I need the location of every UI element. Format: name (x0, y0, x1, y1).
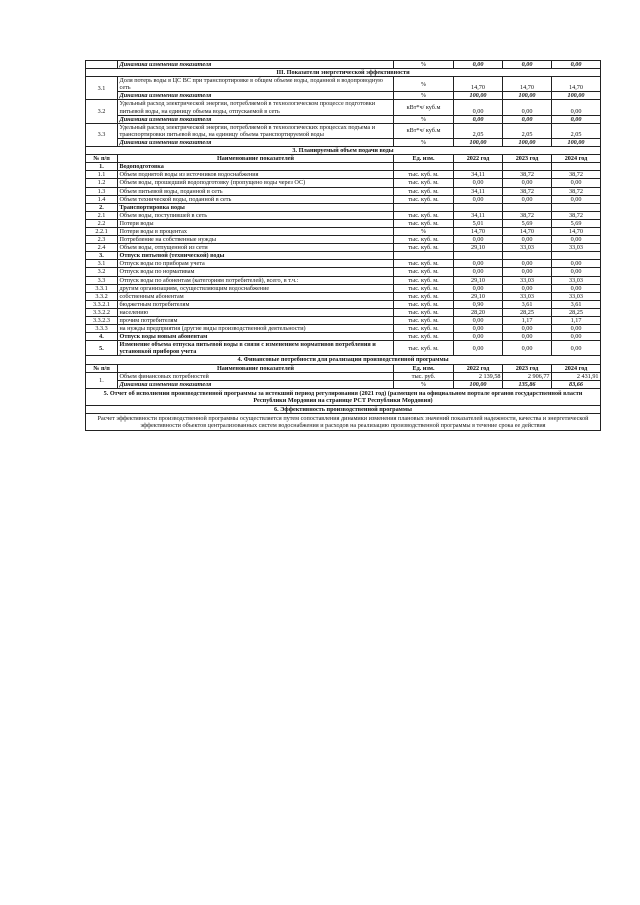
cell-v2023 (503, 203, 552, 211)
cell-v2022: 0,00 (454, 179, 503, 187)
cell-num: 3.3 (86, 276, 118, 284)
cell-label: бюджетным потребителям (118, 300, 394, 308)
cell-v2024: 33,03 (552, 276, 601, 284)
table-row (86, 341, 601, 356)
cell-v2022: 34,11 (454, 187, 503, 195)
cell-v2023: 0,00 (503, 284, 552, 292)
cell-v2024 (552, 163, 601, 171)
table-row (86, 171, 601, 179)
cell-unit: тыс. куб. м. (394, 292, 454, 300)
cell-num: 2.2 (86, 219, 118, 227)
table-row (86, 195, 601, 203)
finance-section-title: 4. Финансовые потребности для реализации производственной программы (86, 356, 601, 364)
cell-v2024: 38,72 (552, 171, 601, 179)
cell-num: 2.2.1 (86, 227, 118, 235)
cell-v2022: 0,00 (454, 333, 503, 341)
cell-num: 1.2 (86, 179, 118, 187)
report-section-title: 5. Отчет об исполнении производственной программы за истекший период регулирования (2021 год) (размещен на официальном портале органов государственной власти Республики Мордовия на странице РСТ Республики Мордовия) (86, 388, 601, 405)
cell-num: 4. (86, 333, 118, 341)
cell-v2023: 1,17 (503, 317, 552, 325)
cell-label: Объем поднятой воды из источников водоснабжения (118, 171, 394, 179)
cell-v2022: 0,00 (454, 236, 503, 244)
cell-v2022 (454, 252, 503, 260)
cell-unit: тыс. куб. м. (394, 300, 454, 308)
cell-label: Отпуск воды по нормативам (118, 268, 394, 276)
cell-label: Объем технической воды, поданной в сеть (118, 195, 394, 203)
cell-v2024: 0,00 (552, 341, 601, 356)
cell-unit: % (394, 227, 454, 235)
table-row (86, 163, 601, 171)
cell-num: 3.3.2.2 (86, 308, 118, 316)
table-row (86, 236, 601, 244)
cell-v2022 (454, 163, 503, 171)
cell-num: 1.1 (86, 171, 118, 179)
cell-v2022: 28,20 (454, 308, 503, 316)
cell-v2022: 0,00 (454, 317, 503, 325)
table-row (86, 211, 601, 219)
cell-unit: тыс. куб. м. (394, 317, 454, 325)
table-row (86, 219, 601, 227)
cell-v2023: 0,00 (503, 268, 552, 276)
efficiency-section-title-row (86, 406, 601, 414)
cell-v2023: 33,03 (503, 276, 552, 284)
cell-v2023: 0,00 (503, 236, 552, 244)
cell-unit: тыс. куб. м. (394, 276, 454, 284)
cell-v2024: 0,00 (552, 284, 601, 292)
energy-row-3-1: 3.1 Доля потерь воды в ЦС ВС при транспортировке в общем объеме воды, поданной в водопроводную сеть % 14,70 14,70 14,70 (86, 77, 601, 92)
cell-label: Отпуск воды по приборам учета (118, 260, 394, 268)
cell-v2024: 0,00 (552, 268, 601, 276)
cell-label: Объем воды, отпущенной из сети (118, 244, 394, 252)
cell-unit: тыс. куб. м. (394, 308, 454, 316)
finance-header-row: № п/п Наименование показателей Ед. изм. 2022 год 2023 год 2024 год (86, 364, 601, 372)
cell-unit: тыс. куб. м. (394, 333, 454, 341)
cell-num: 2.1 (86, 211, 118, 219)
finance-row: 1. Объем финансовых потребностей тыс. руб. 2 139,58 2 906,77 2 431,91 (86, 372, 601, 380)
cell-v2024: 38,72 (552, 187, 601, 195)
cell-v2022: 5,01 (454, 219, 503, 227)
cell-num: 1. (86, 163, 118, 171)
cell-label: Потери воды (118, 219, 394, 227)
cell-v2023: 0,00 (503, 333, 552, 341)
energy-section-title: III. Показатели энергетической эффективности (86, 69, 601, 77)
table-row (86, 179, 601, 187)
cell-v2022: 0,00 (454, 260, 503, 268)
cell-v2022: 0,00 (454, 325, 503, 333)
cell-num: 3.3.2.1 (86, 300, 118, 308)
table-row (86, 227, 601, 235)
cell-num: 1.4 (86, 195, 118, 203)
cell-v2024: 28,25 (552, 308, 601, 316)
cell-label: прочим потребителям (118, 317, 394, 325)
cell-v2024 (552, 252, 601, 260)
cell-label: Объем питьевой воды, поданной в сеть (118, 187, 394, 195)
cell-unit: тыс. куб. м. (394, 179, 454, 187)
cell-v2023: 38,72 (503, 211, 552, 219)
cell-v2023: 0,00 (503, 260, 552, 268)
finance-section-title-row (86, 356, 601, 364)
cell-v2023: 33,03 (503, 292, 552, 300)
cell-v2022: 29,10 (454, 244, 503, 252)
supply-section-title-row (86, 147, 601, 155)
cell-v2024: 0,00 (552, 325, 601, 333)
cell-unit: тыс. куб. м. (394, 325, 454, 333)
dynamics-label: Динамика изменения показателя (118, 61, 394, 69)
cell-num: 3.2 (86, 268, 118, 276)
report-section-row (86, 388, 601, 405)
cell-v2024: 0,00 (552, 236, 601, 244)
cell-num: 2.3 (86, 236, 118, 244)
cell-unit: тыс. куб. м. (394, 244, 454, 252)
cell-label: Отпуск воды новым абонентам (118, 333, 394, 341)
efficiency-section-title: 6. Эффективность производственной программы (86, 406, 601, 414)
energy-row-3-3-dynamics: Динамика изменения показателя % 100,00 100,00 100,00 (86, 138, 601, 146)
cell-v2023: 28,25 (503, 308, 552, 316)
cell-v2023: 38,72 (503, 171, 552, 179)
energy-row-3-2: 3.2 Удельный расход электрической энергии, потребляемой в технологическом процессе подготовки питьевой воды, на единицу объема воды, отпускаемой в сеть кВт*ч/ куб.м 0,00 0,00 0,00 (86, 100, 601, 115)
cell-num: 3.1 (86, 260, 118, 268)
document-sheet (85, 60, 600, 431)
cell-num: 2. (86, 203, 118, 211)
cell-label: на нужды предприятия (другие виды производственной деятельности) (118, 325, 394, 333)
cell-v2022 (454, 203, 503, 211)
table-row (86, 252, 601, 260)
supply-section-title: 3. Планируемый объем подачи воды (86, 147, 601, 155)
cell-label: Транспортировка воды (118, 203, 394, 211)
table-row (86, 276, 601, 284)
cell-v2022: 29,10 (454, 292, 503, 300)
cell-label: Потребление на собственные нужды (118, 236, 394, 244)
cell-unit: тыс. куб. м. (394, 260, 454, 268)
cell-label: Отпуск питьевой (технической) воды (118, 252, 394, 260)
cell-label: Изменение объема отпуска питьевой воды в связи с изменением нормативов потребления и установкой приборов учета (118, 341, 394, 356)
finance-dynamics-row: Динамика изменения показателя % 100,00 135,86 83,66 (86, 380, 601, 388)
cell-v2023 (503, 252, 552, 260)
efficiency-text: Расчет эффективности производственной программы осуществляется путем сопоставления динамики изменения плановых значений показателей надежности, качества и энергетической эффективности объектов централизованных систем водоснабжения и расходов на реализацию производственной программы в течение срока ее действия (86, 414, 601, 431)
cell-label: Объем воды, поступившей в сеть (118, 211, 394, 219)
cell-num: 2.4 (86, 244, 118, 252)
cell-v2024: 5,69 (552, 219, 601, 227)
table-row (86, 284, 601, 292)
cell-num: 3.3.1 (86, 284, 118, 292)
cell-v2024: 0,00 (552, 260, 601, 268)
cell-v2024: 38,72 (552, 211, 601, 219)
cell-v2022: 29,10 (454, 276, 503, 284)
cell-v2024: 0,00 (552, 179, 601, 187)
cell-v2023: 0,00 (503, 325, 552, 333)
cell-label: собственным абонентам (118, 292, 394, 300)
cell-num: 3. (86, 252, 118, 260)
cell-unit: тыс. куб. м. (394, 236, 454, 244)
cell-num: 3.3.2.3 (86, 317, 118, 325)
cell-v2022: 14,70 (454, 227, 503, 235)
cell-v2023 (503, 163, 552, 171)
energy-section-title-row (86, 69, 601, 77)
table-row (86, 268, 601, 276)
cell-unit (394, 252, 454, 260)
table-row (86, 325, 601, 333)
cell-v2023: 5,69 (503, 219, 552, 227)
table-row (86, 300, 601, 308)
energy-top-dynamics-row: Динамика изменения показателя % 0,00 0,00 0,00 (86, 61, 601, 69)
cell-num: 1.3 (86, 187, 118, 195)
table-row (86, 308, 601, 316)
production-program-table (85, 60, 601, 431)
cell-num: 3.3.3 (86, 325, 118, 333)
cell-v2024: 0,00 (552, 333, 601, 341)
table-row (86, 203, 601, 211)
supply-table-body (86, 163, 601, 356)
cell-v2022: 0,00 (454, 195, 503, 203)
cell-v2023: 33,03 (503, 244, 552, 252)
cell-v2023: 3,61 (503, 300, 552, 308)
cell-v2024: 33,03 (552, 292, 601, 300)
cell-unit: тыс. куб. м. (394, 211, 454, 219)
cell-label: Объем воды, прошедший водоподготовку (пропущено воды через ОС) (118, 179, 394, 187)
table-row (86, 187, 601, 195)
cell-label: другим организациям, осуществляющим водоснабжение (118, 284, 394, 292)
cell-v2022: 34,11 (454, 171, 503, 179)
cell-v2023: 38,72 (503, 187, 552, 195)
cell-v2024: 0,00 (552, 195, 601, 203)
cell-unit: тыс. куб. м. (394, 187, 454, 195)
cell-label: Водоподготовка (118, 163, 394, 171)
cell-unit: тыс. куб. м. (394, 284, 454, 292)
cell-unit (394, 163, 454, 171)
table-row (86, 260, 601, 268)
cell-v2022: 0,00 (454, 268, 503, 276)
table-row (86, 317, 601, 325)
cell-label: Потери воды в процентах (118, 227, 394, 235)
cell-v2024: 3,61 (552, 300, 601, 308)
cell-v2022: 0,90 (454, 300, 503, 308)
table-row (86, 292, 601, 300)
cell-v2024: 33,03 (552, 244, 601, 252)
energy-row-3-2-dynamics: Динамика изменения показателя % 0,00 0,00 0,00 (86, 115, 601, 123)
cell-unit: тыс. куб. м. (394, 341, 454, 356)
cell-unit (394, 203, 454, 211)
cell-v2024: 14,70 (552, 227, 601, 235)
cell-v2023: 14,70 (503, 227, 552, 235)
cell-v2024: 1,17 (552, 317, 601, 325)
cell-label: населению (118, 308, 394, 316)
cell-unit: тыс. куб. м. (394, 268, 454, 276)
cell-num: 5. (86, 341, 118, 356)
cell-v2024 (552, 203, 601, 211)
cell-num: 3.3.2 (86, 292, 118, 300)
supply-header-row: № п/п Наименование показателей Ед. изм. 2022 год 2023 год 2024 год (86, 155, 601, 163)
cell-label: Отпуск воды по абонентам (категориям потребителей), всего, в т.ч.: (118, 276, 394, 284)
efficiency-text-row (86, 414, 601, 431)
cell-unit: тыс. куб. м. (394, 219, 454, 227)
table-row (86, 244, 601, 252)
table-row (86, 333, 601, 341)
energy-row-3-1-dynamics: Динамика изменения показателя % 100,00 100,00 100,00 (86, 92, 601, 100)
cell-v2023: 0,00 (503, 195, 552, 203)
cell-v2022: 0,00 (454, 341, 503, 356)
cell-v2023: 0,00 (503, 341, 552, 356)
cell-unit: тыс. куб. м. (394, 195, 454, 203)
cell-unit: тыс. куб. м. (394, 171, 454, 179)
cell-v2022: 34,11 (454, 211, 503, 219)
cell-v2023: 0,00 (503, 179, 552, 187)
cell-v2022: 0,00 (454, 284, 503, 292)
energy-row-3-3: 3.3 Удельный расход электрической энергии, потребляемой в технологических процессах подъема и транспортировки питьевой воды, на единицу объема транспортируемой воды кВт*ч/ куб.м 2,05 2,05 2,05 (86, 123, 601, 138)
